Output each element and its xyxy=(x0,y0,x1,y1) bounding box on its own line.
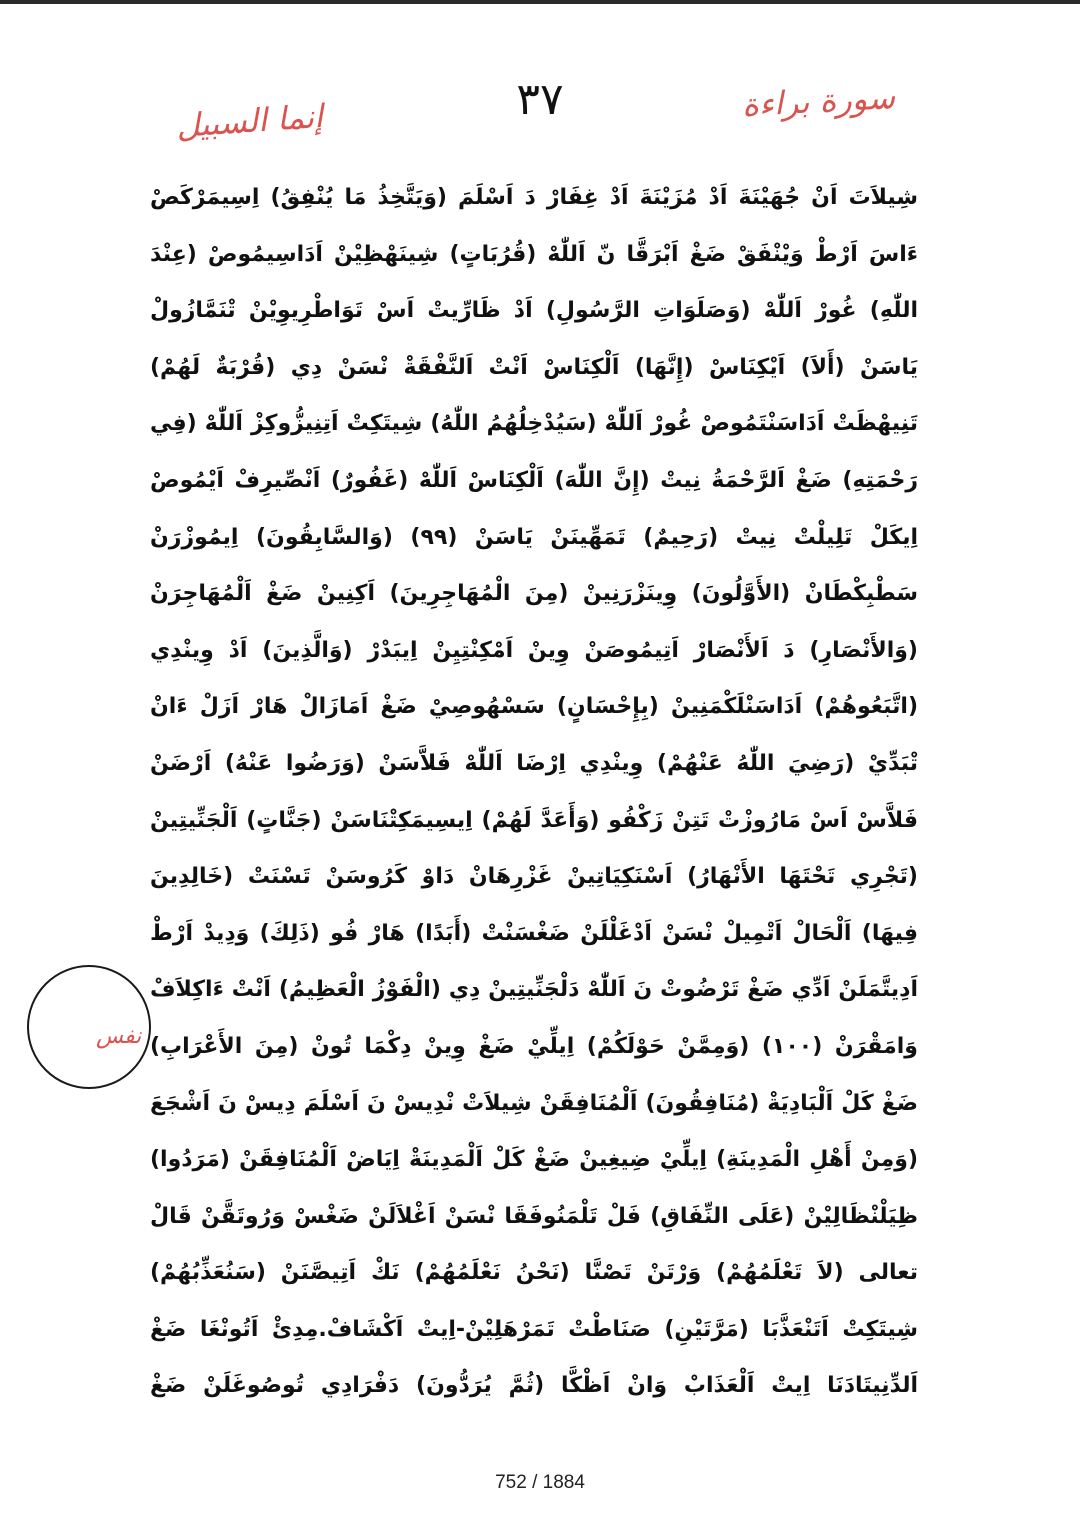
text-line: فِيهَا) اَلْحَالْ اَتْمِيلْ نْسَنْ اَدْغَلْلَنْ ضَغْسَنْتْ (أَبَدًا) هَارْ فُو (ذَلِكَ) وَدِيدْ اَرْطْ xyxy=(150,920,918,946)
page-indicator: 752 / 1884 xyxy=(495,1472,585,1493)
text-line: ظِيَلْنْظَالِيْنْ (عَلَى النِّفَاقِ) فَلْ تَلْمَنُوفَقَا نْسَنْ اَغْلاَلَنْ ضَغْسْ وَرُوتَقَّنْ قَالْ xyxy=(150,1203,918,1229)
section-note: إنما السبيل xyxy=(174,96,325,146)
text-line: تْبَدِّيْ (رَضِيَ اللّٰهُ عَنْهُمْ) وِينْدِي اِرْضَا اَللّٰهْ فَلاَّسَنْ (وَرَضُوا عَنْهُ) اَرْضَنْ xyxy=(150,750,918,776)
text-line: ضَغْ كَلْ اَلْبَادِيَةْ (مُنَافِقُونَ) اَلْمُنَافِقَنْ شِيلاَتْ نْدِيسْ نَ اَسْلَمَ دِيسْ نَ اَشْجَعَ xyxy=(150,1090,918,1116)
text-line: اَدِيتَّمَلَنْ اَدِّي ضَغْ تَرْضُوتْ نَ اَللّٰهْ دَلْجَنِّيتِينْ دِي (الْفَوْزُ الْعَظِيمُ) اَنْتْ ءَاكِلاَفْ xyxy=(150,977,918,1003)
text-line: سَطْبِكْطَانْ (الأَوَّلُونَ) وِينَزْرَنِينْ (مِنَ الْمُهَاجِرِينَ) اَكِنِينْ ضَغْ اَلْمُهَاجِرَنْ xyxy=(150,581,918,607)
text-line: (وَمِنْ أَهْلِ الْمَدِينَةِ) اِيلِّيْ ضِيغِينْ ضَغْ كَلْ اَلْمَدِينَةْ اِيَاضْ اَلْمُنَافِقَنْ (مَرَدُوا) xyxy=(150,1147,918,1173)
text-line: شِيتَكِتْ اَتَنْعَذَّبَا (مَرَّتَيْنِ) صَنَاطْتْ تَمَرْهَلِيْنْ-اِيتْ اَكْشَافْ.مِدِئْ اَتُونْغَا ضَغْ xyxy=(150,1316,918,1342)
page-top-edge xyxy=(0,0,1080,4)
text-line: اِيكَلْ تَلِيلْتْ نِيتْ (رَحِيمٌ) تَمَهِّينَنْ يَاسَنْ (٩٩) (وَالسَّابِقُونَ) اِيمُوزْرَنْ xyxy=(150,524,918,550)
text-line: يَاسَنْ (أَلاَ) اَيْكِنَاسْ (إِنَّهَا) اَلْكِنَاسْ اَنْتْ اَلنَّفْقَةْ نْسَنْ دِي (قُرْبَةٌ لَهُمْ) xyxy=(150,354,918,380)
text-line: فَلاَّسْ اَسْ مَارُوزْتْ تَتِنْ زَكْفُو (وَأَعَدَّ لَهُمْ) اِيسِيمَكِتْنَاسَنْ (جَنَّاتٍ) اَلْجَنِّيتِينْ xyxy=(150,807,918,833)
body-text xyxy=(150,170,918,1415)
text-line: ءَاسَ اَرْطْ وَيْنْفَقْ ضَغْ اَبْرَقَّا نّ اَللّٰهْ (قُرُبَاتٍ) شِينَهْظِيْنْ اَدَاسِيمُوصْ (عِنْدَ xyxy=(150,241,918,267)
text-line: شِيلاَتَ اَنْ جُهَيْنَةَ اَدْ مُزَيْنَةَ اَدْ غِفَارْ دَ اَسْلَمَ (وَيَتَّخِذُ مَا يُنْفِقُ) اِسِيمَرْكَصْ xyxy=(150,185,918,210)
text-line: تَنِيهْظَتْ اَدَاسَنْتَمُوصْ غُورْ اَللّٰهْ (سَيُدْخِلُهُمُ اللّٰهُ) شِيتَكِتْ اَتِنِيزُّوكِزْ اَللّٰهْ (فِي xyxy=(150,411,918,437)
surah-name-note: سورة براءة xyxy=(741,78,896,124)
margin-word-note: نفس xyxy=(96,1024,142,1049)
text-line: اَلدِّنِيتَادَنَا اِيتْ اَلْعَذَابْ وَانْ اَظْكَّا (ثُمَّ يُرَدُّونَ) دَفْرَادِي تُوصُوغَلَنْ ضَغْ xyxy=(150,1373,918,1399)
text-line: (اتَّبَعُوهُمْ) اَدَاسَنْلَكْمَنِينْ (بِإِحْسَانٍ) سَسْهُوصِيْ ضَغْ اَمَازَالْ هَارْ اَزَلْ ءَانْ xyxy=(150,694,918,720)
text-line: (تَجْرِي تَحْتَهَا الأَنْهَارُ) اَسْنَكِيَاتِينْ غَزْرِهَانْ دَاوْ كَرُوسَنْ تَسْنَتْ (خَالِدِينَ xyxy=(150,864,918,890)
text-line: اللّٰهِ) غُورْ اَللّٰهْ (وَصَلَوَاتِ الرَّسُولِ) اَدْ ظَارِّيتْ اَسْ تَوَاطْرِيوِيْنْ تْنَمَّازُولْ xyxy=(150,298,918,324)
text-line: تعالى (لاَ تَعْلَمُهُمْ) وَرْتَنْ تَصْنَّا (نَحْنُ نَعْلَمُهُمْ) نَكْ اَتِيصَّنَنْ (سَنُعَذِّبُهُمْ) xyxy=(150,1260,918,1286)
text-line: رَحْمَتِهِ) ضَغْ اَلرَّحْمَةُ نِيتْ (إِنَّ اللّٰهَ) اَلْكِنَاسْ اَللّٰهْ (غَفُورٌ) اَنْصِّيرِفْ اَيْمُوصْ xyxy=(150,467,918,493)
text-line: (وَالأَنْصَارِ) دَ اَلأَنْصَارْ اَتِيمُوصَنْ وِينْ اَمْكِنْتِيِنْ اِيبَدْرْ (وَالَّذِينَ) اَدْ وِينْدِي xyxy=(150,637,918,663)
page-number-arabic: ٣٧ xyxy=(516,74,564,125)
text-line: وَامَقْرَنْ (١٠٠) (وَمِمَّنْ حَوْلَكُمْ) اِيلِّيْ ضَغْ وِينْ دِكْمَا تُونْ (مِنَ الأَعْرَابِ) xyxy=(150,1033,918,1059)
